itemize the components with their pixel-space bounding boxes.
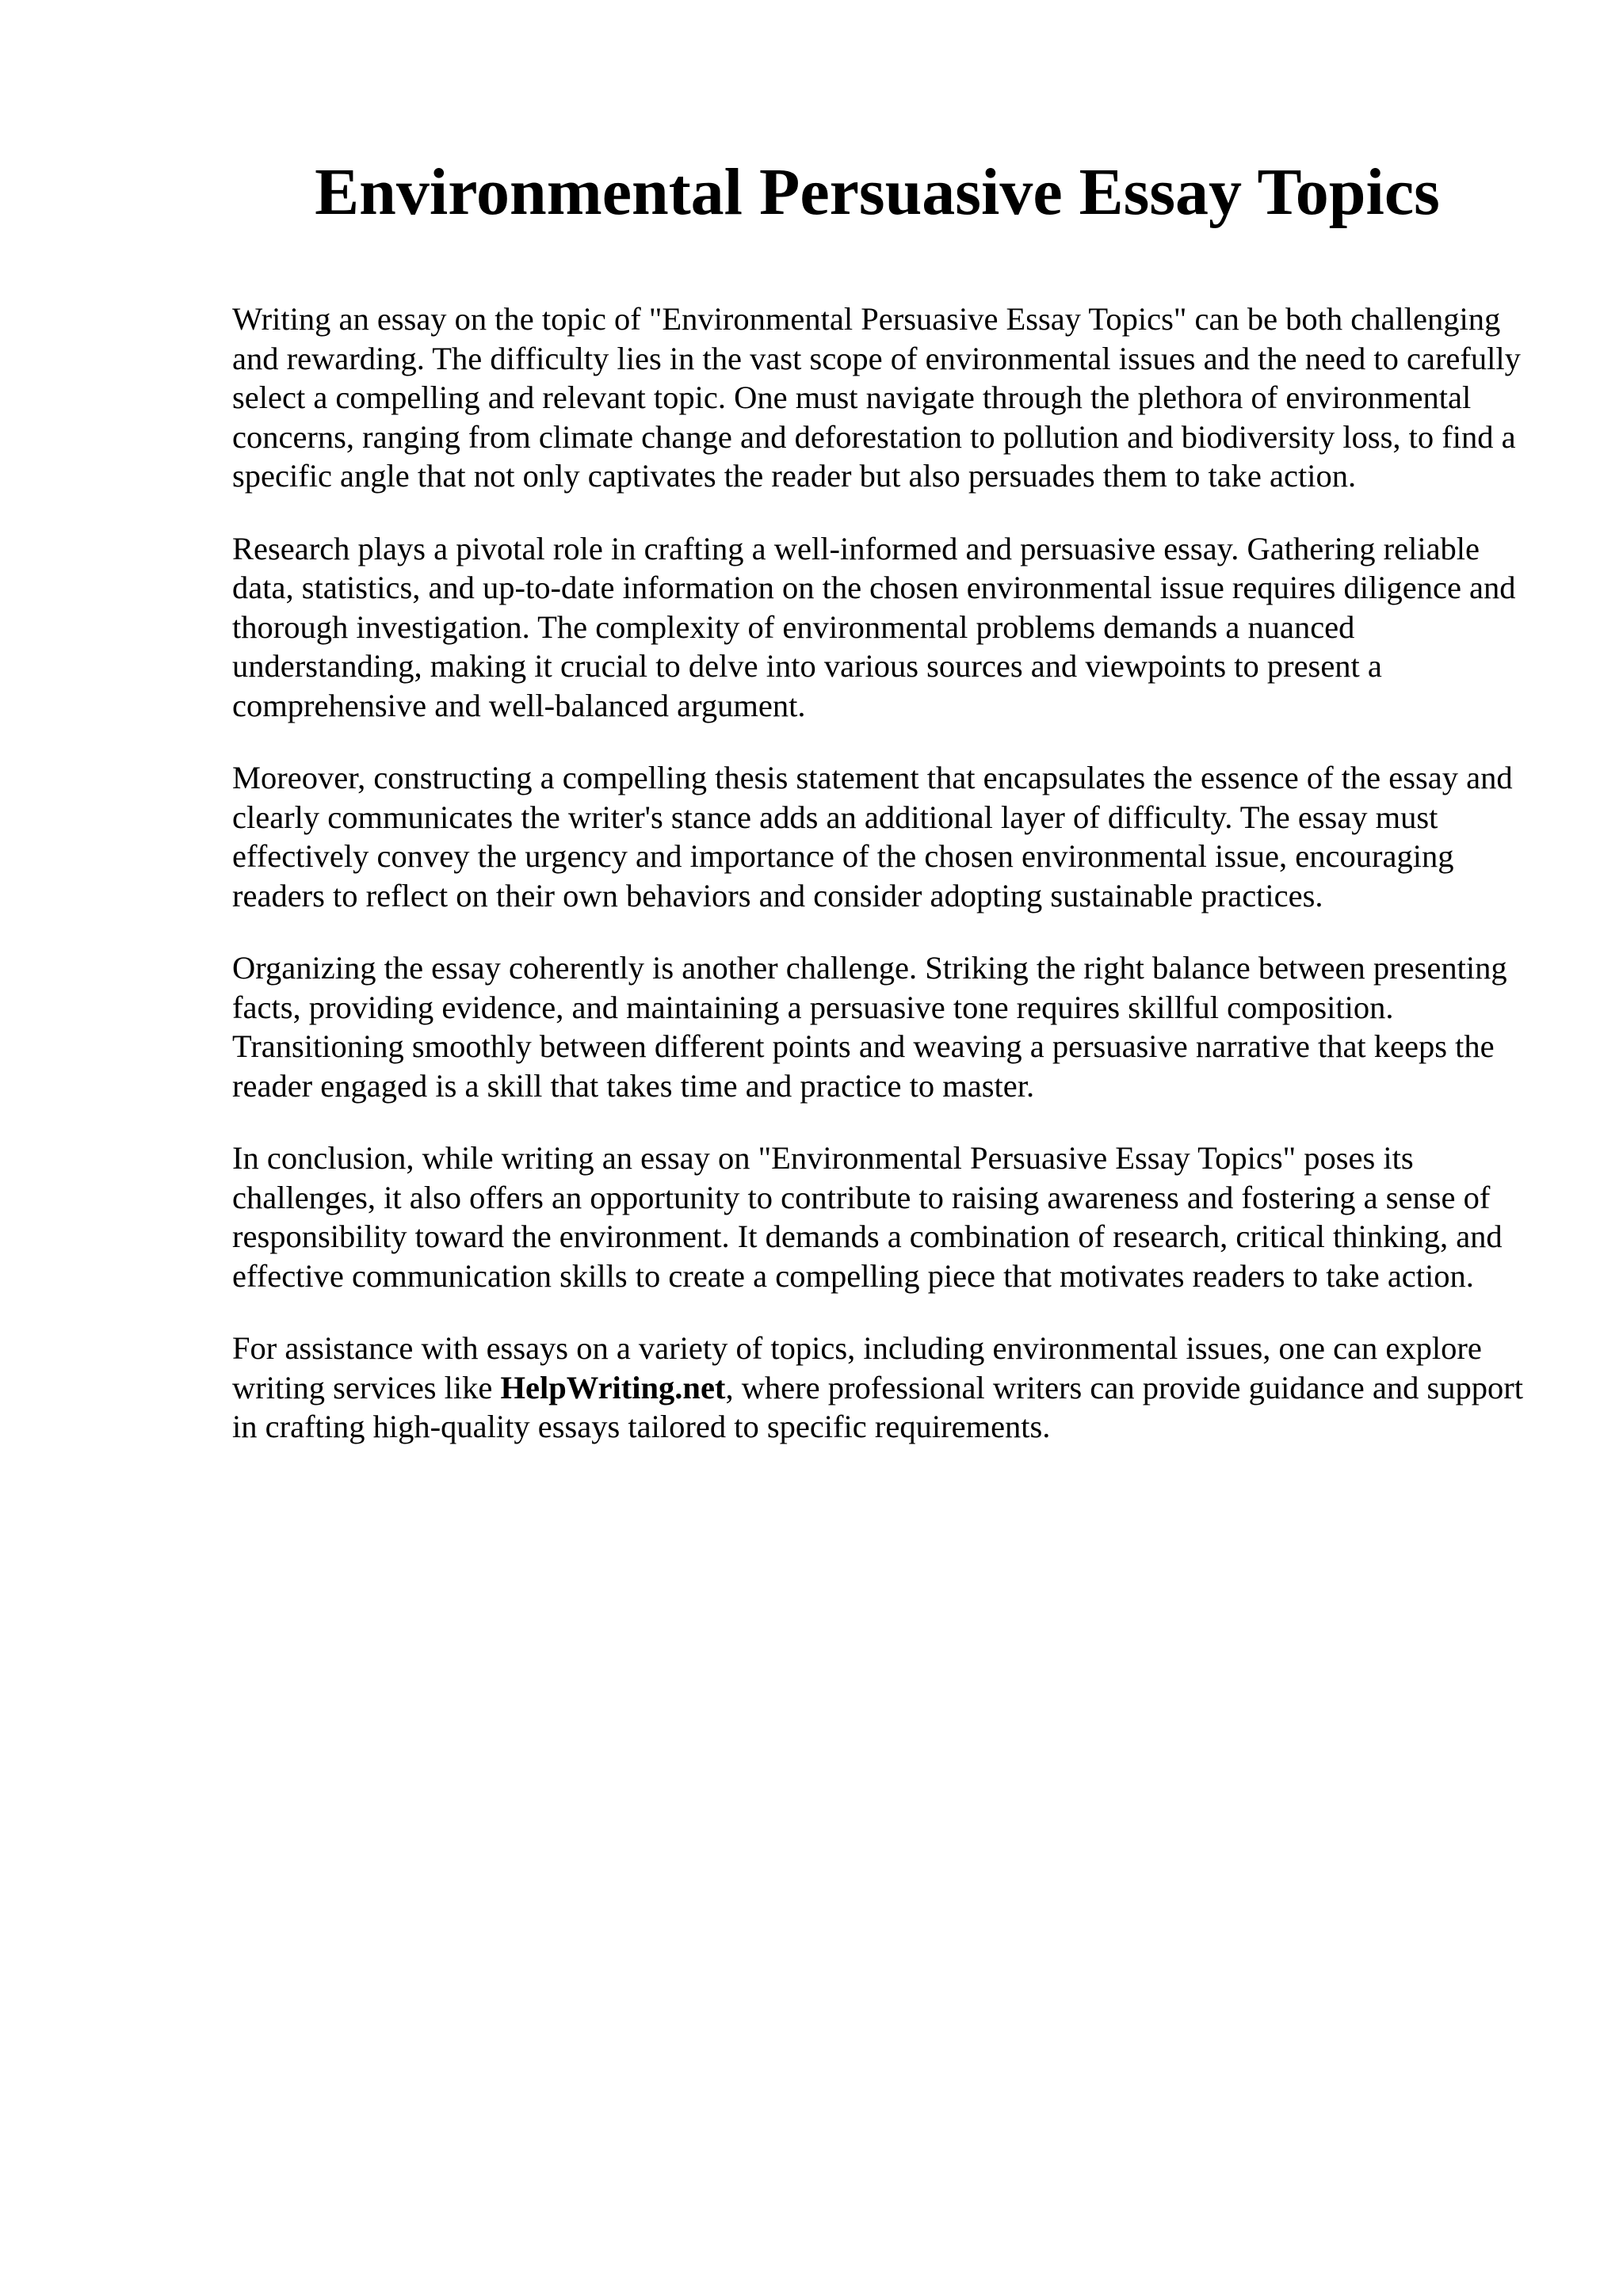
assistance-text-before: For assistance with essays on a variety of topics, including environmental issues, one can explore writing services like xyxy=(232,1330,1482,1405)
paragraph-thesis: Moreover, constructing a compelling thesis statement that encapsulates the essence of the essay and clearly communicates the writer's stance adds an additional layer of difficulty. The essay must effectively convey the urgency and importance of the chosen environmental issue, encouraging readers to reflect on their own behaviors and consider adopting sustainable practices. xyxy=(232,760,1513,913)
document-title: Environmental Persuasive Essay Topics xyxy=(315,155,1440,229)
assistance-text-after: , where professional writers can provide guidance and support in crafting high-quality essays tailored to specific requirements. xyxy=(232,1369,1523,1444)
paragraph-research: Research plays a pivotal role in crafting a well-informed and persuasive essay. Gathering reliable data, statistics, and up-to-date information on the chosen environmental issue requires diligence and thorough investigation. The complexity of environmental problems demands a nuanced understanding, making it crucial to delve into various sources and viewpoints to present a comprehensive and well-balanced argument. xyxy=(232,530,1516,723)
paragraph-topic-challenge: Writing an essay on the topic of "Environmental Persuasive Essay Topics" can be both challenging and rewarding. The difficulty lies in the vast scope of environmental issues and the need to carefully select a compelling and relevant topic. One must navigate through the plethora of environmental concerns, ranging from climate change and deforestation to pollution and biodiversity loss, to find a specific angle that not only captivates the reader but also persuades them to take action. xyxy=(232,301,1521,494)
paragraph-conclusion: In conclusion, while writing an essay on "Environmental Persuasive Essay Topics" poses its challenges, it also offers an opportunity to contribute to raising awareness and fostering a sense of responsibility toward the environment. It demands a combination of research, critical thinking, and effective communication skills to create a compelling piece that motivates readers to take action. xyxy=(232,1140,1503,1294)
document-body xyxy=(232,299,1532,1480)
paragraph-organization: Organizing the essay coherently is another challenge. Striking the right balance between presenting facts, providing evidence, and maintaining a persuasive tone requires skillful composition. Transitioning smoothly between different points and weaving a persuasive narrative that keeps the reader engaged is a skill that takes time and practice to master. xyxy=(232,950,1507,1104)
helpwriting-brand-link[interactable]: HelpWriting.net xyxy=(500,1369,726,1405)
paragraph-assistance xyxy=(232,1329,1532,1447)
